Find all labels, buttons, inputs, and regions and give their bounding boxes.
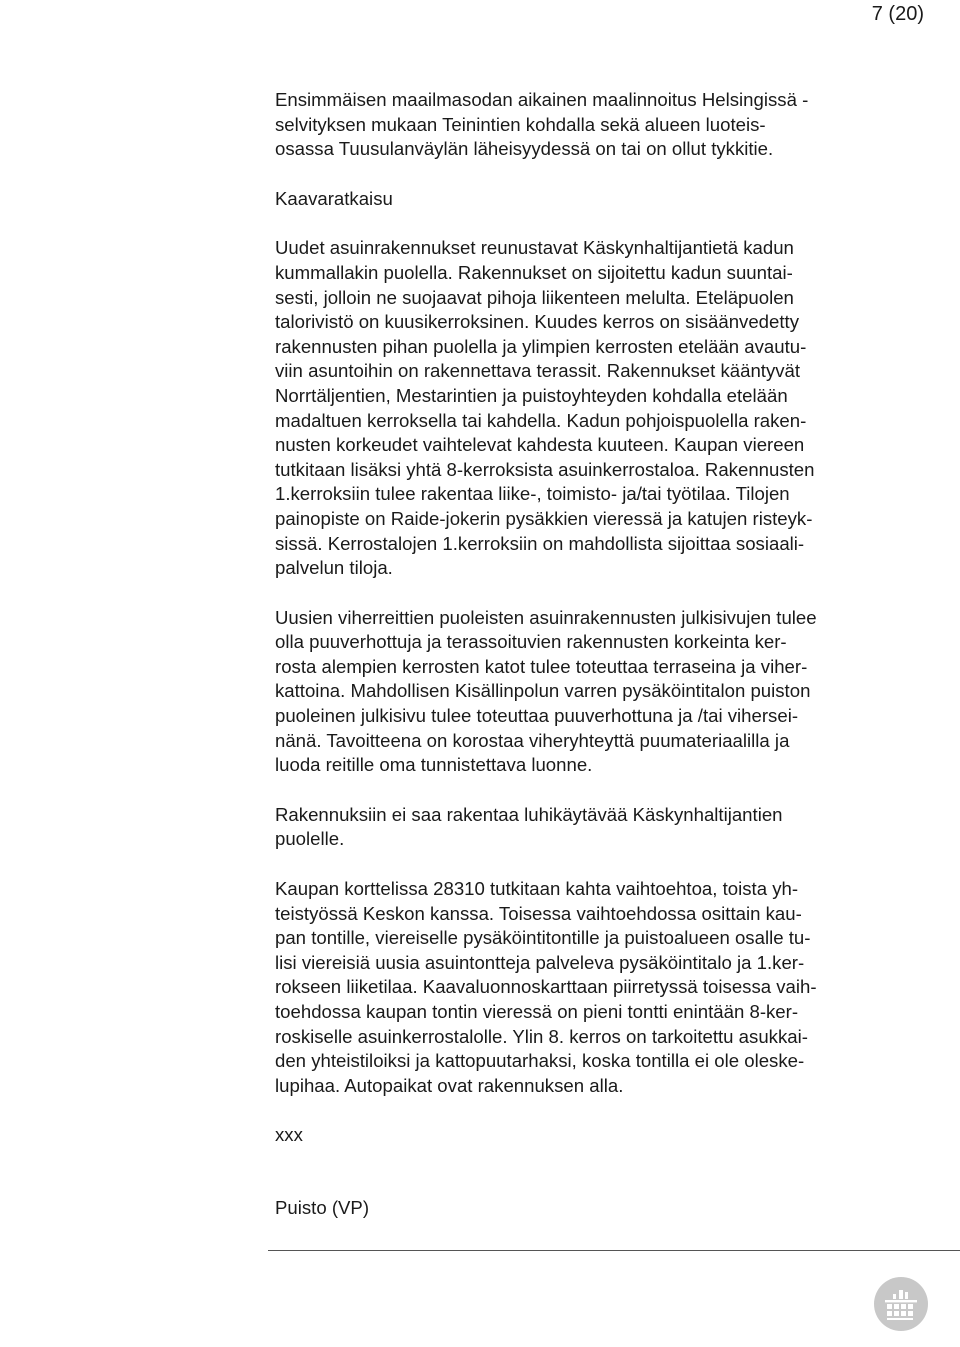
paragraph-buildings: Uudet asuinrakennukset reunustavat Käskynhaltijantietä kadun kummallakin puolella. Rakennukset on sijoitettu kadun suuntai- sesti, jolloin ne suojaavat pihoja liikenteen melulta. Eteläpuolen talorivistö on kuusikerroksinen. Kuudes kerros on sisäänvedetty rakennusten pihan puolella ja ylimpien kerrosten etelään avautu- viin asuntoihin on rakennettava terassit. Rakennukset kääntyvät Norrtäljentien, Mestarintien ja puistoyhteyden kohdalla etelään madaltuen kerroksella tai kahdella. Kadun pohjoispuolella raken- nusten korkeudet vaihtelevat kahdesta kuuteen. Kaupan viereen tutkitaan lisäksi yhtä 8-kerroksista asuinkerrostaloa. Rakennusten 1.kerroksiin tulee rakentaa liike-, toimisto- ja/tai työtilaa. Tilojen painopiste on Raide-jokerin pysäkkien vieressä ja katujen risteyk- sissä. Kerrostalojen 1.kerroksiin on mahdollista sijoittaa sosiaali- palvelun tiloja.	[275, 237, 815, 579]
footer-divider	[268, 1250, 960, 1251]
page-number: 7 (20)	[871, 3, 924, 25]
paragraph-background: Ensimmäisen maailmasodan aikainen maalinnoitus Helsingissä - selvityksen mukaan Teinintien kohdalla sekä alueen luoteis- osassa Tuusulanväylän läheisyydessä on tai on ollut tykkitie.	[275, 89, 809, 160]
city-emblem-icon	[873, 1276, 929, 1332]
section-heading-puisto: Puisto (VP)	[275, 1196, 370, 1218]
paragraph-placeholder: xxx	[275, 1124, 303, 1146]
paragraph-access-gallery: Rakennuksiin ei saa rakentaa luhikäytävää Käskynhaltijantien puolelle.	[275, 803, 783, 850]
section-heading-kaavaratkaisu: Kaavaratkaisu	[275, 187, 393, 209]
document-body	[275, 88, 920, 1221]
paragraph-shop-block: Kaupan korttelissa 28310 tutkitaan kahta vaihtoehtoa, toista yh- teistyössä Keskon kanssa. Toisessa vaihtoehdossa osittain kau- pan tontille, viereiselle pysäköintitontille ja puistoalueen osalle tu- lisi viereisiä uusia asuintontteja palveleva pysäköintitalo ja 1.ker- rokseen liiketilaa. Kaavaluonnoskarttaan piirretyssä toisessa vaih- toehdossa kaupan tontin vieressä on pieni tontti enintään 8-ker- roskiselle asuinkerrostalolle. Ylin 8. kerros on tarkoitettu asukkai- den yhteistiloiksi ja kattopuutarhaksi, koska tontilla ei ole oleske- lupihaa. Autopaikat ovat rakennuksen alla.	[275, 878, 817, 1096]
paragraph-facades: Uusien viherreittien puoleisten asuinrakennusten julkisivujen tulee olla puuverhottuja ja terassoituvien rakennusten korkeinta ker- rosta alempien kerrosten katot tulee toteuttaa terraseina ja viher- kattoina. Mahdollisen Kisällinpolun varren pysäköintitalon puiston puoleinen julkisivu tulee toteuttaa puuverhottuna ja /tai vihersei- nänä. Tavoitteena on korostaa viheryhteyttä puumateriaalilla ja luoda reitille oma tunnistettava luonne.	[275, 606, 817, 776]
